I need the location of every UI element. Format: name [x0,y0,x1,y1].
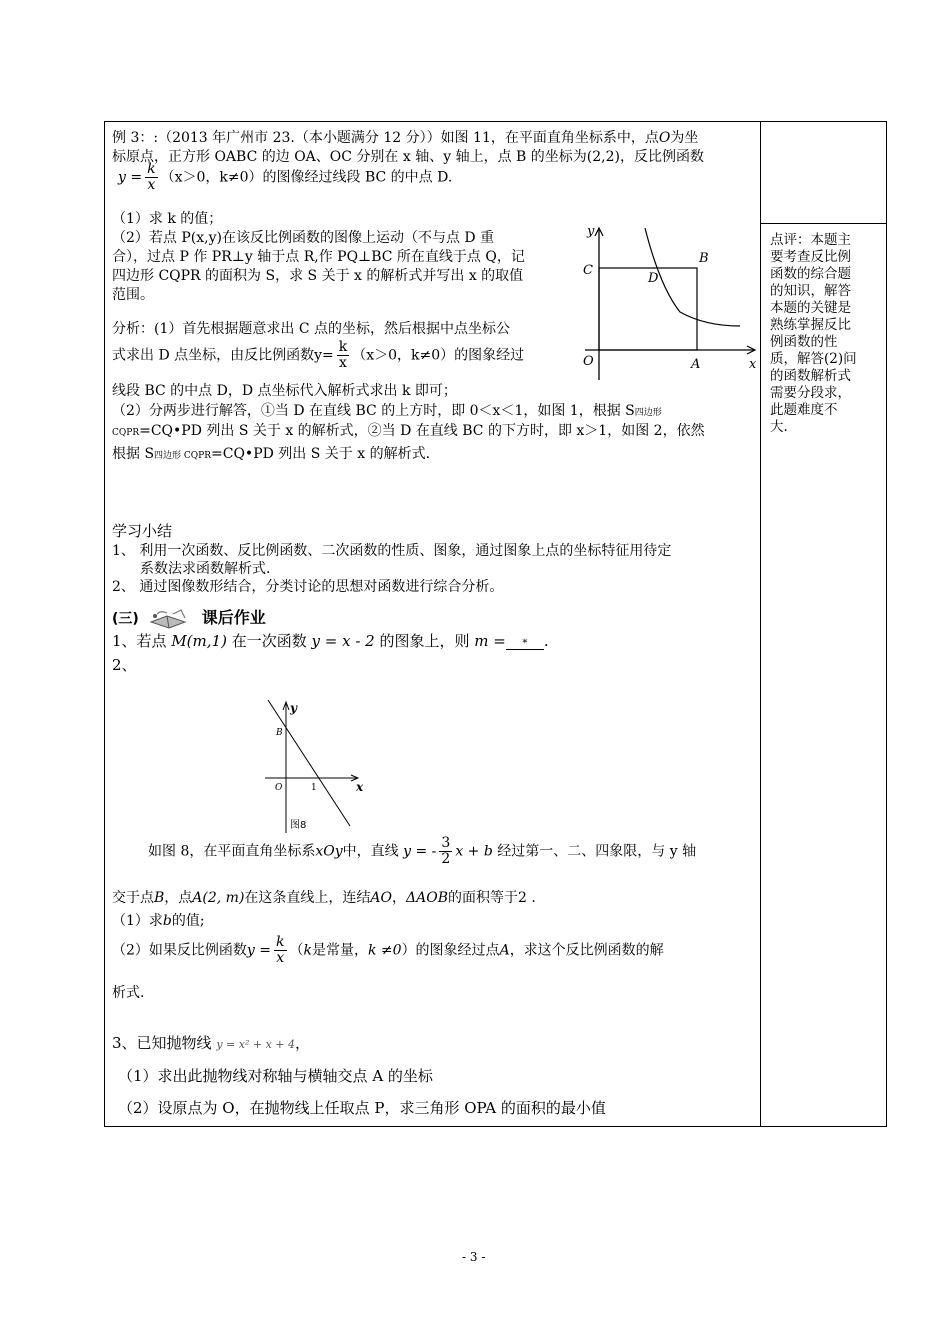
example3-q2-line2: 合），过点 P 作 PR⊥y 轴于点 R,作 PQ⊥BC 所在直线于点 Q，记 [112,249,525,265]
homework-q2-line2: 交于点B，点A(2, m)在这条直线上，连结AO，ΔAOB的面积等于2 . [112,890,536,906]
example3-q2-line3: 四边形 CQPR 的面积为 S，求 S 关于 x 的解析式并写出 x 的取值 [112,268,524,284]
answer-blank[interactable]: * [506,638,544,650]
comment-box: 点评：本题主 要考查反比例 函数的综合题 的知识，解答 本题的关键是 熟练掌握反比 例函数的性 质，解答(2)问 的函数解析式 需要分段求， 此题难度不 大. [770,232,857,435]
fig8-label-y: y [290,701,297,715]
homework-q2-line1: 如图 8，在平面直角坐标系xOy中，直线 y = - $\frac{3}{2}$ x + b 经过第一、二、四象限，与 y 轴 [148,835,697,867]
fig8-label-x: x [356,780,364,794]
homework-q2-sub2: （2）如果反比例函数y = $\frac{k}{x}$ （k是常量，k ≠0）的图象经过点A，求这个反比例函数的解 [112,934,664,966]
fig1-label-o: O [583,354,594,369]
column-divider [760,121,761,1126]
example3-line1: 例 3：:（2013 年广州市 23.（本小题满分 12 分））如图 11，在平面直角坐标系中，点O为坐 [112,130,699,146]
summary-item1-line1: 1、 利用一次函数、反比例函数、二次函数的性质、图象，通过图象上点的坐标特征用待定 [112,543,672,559]
fig1-label-c: C [583,263,593,278]
fig8-label-b: B [276,728,283,738]
fig1-label-y: y [587,224,595,239]
right-cell-divider [760,223,886,224]
example3-q2-line4: 范围。 [112,287,154,303]
fraction-k-over-x-q2: $\frac{k}{x}$ [276,934,285,966]
analysis-line2: 式求出 D 点坐标，由反比例函数y= $\frac{k}{x}$ （x＞0，k≠0）的图象经过 [112,339,525,371]
homework-q2-sub2-line2: 析式. [112,985,145,1001]
example3-figure [575,222,760,382]
homework-header: (三) 课后作业 [112,605,266,630]
fig8-caption: 图8 [290,820,307,831]
fig8-label-1: 1 [311,783,317,793]
homework-q2-number: 2、 [112,656,137,674]
fig1-label-x: x [749,357,757,372]
summary-item2: 2、 通过图像数形结合，分类讨论的思想对函数进行综合分析。 [112,579,504,595]
summary-item1-line2: 系数法求函数解析式. [140,561,271,577]
homework-q2-sub1: （1）求b的值; [112,913,205,929]
book-icon [147,608,193,630]
fig8-label-o: O [275,783,283,793]
homework-q3: 3、已知抛物线 y = x² + x + 4， [112,1034,311,1052]
analysis-line5: CQPR=CQ•PD 列出 S 关于 x 的解析式，②当 D 在直线 BC 的下方时，即 x＞1，如图 2，依然 [112,423,705,439]
fig1-label-b: B [699,251,709,266]
summary-title: 学习小结 [112,522,173,540]
example3-formula: y = $\frac{k}{x}$ （x＞0，k≠0）的图像经过线段 BC 的中点 D. [118,161,453,193]
figure8 [262,698,377,838]
homework-q3-sub1: （1）求出此抛物线对称轴与横轴交点 A 的坐标 [118,1067,433,1085]
analysis-line3: 线段 BC 的中点 D，D 点坐标代入解析式求出 k 即可； [112,383,457,399]
fig1-label-a: A [691,357,701,372]
analysis-line6: 根据 S四边形 CQPR=CQ•PD 列出 S 关于 x 的解析式. [112,446,431,462]
homework-q3-sub2: （2）设原点为 O，在抛物线上任取点 P，求三角形 OPA 的面积的最小值 [118,1099,606,1117]
page-number: - 3 - [462,1250,486,1264]
fraction-k-over-x: $\frac{k}{x}$ [147,161,156,193]
homework-q1: 1、若点 M(m,1) 在一次函数 y = x - 2 的图象上，则 m = * . [112,632,549,650]
analysis-line4: （2）分两步进行解答，①当 D 在直线 BC 的上方时，即 0＜x＜1，如图 1，根据 S四边形 [112,403,662,419]
fraction-3-over-2: $\frac{3}{2}$ [441,835,451,867]
analysis-line1: 分析：(1）首先根据题意求出 C 点的坐标，然后根据中点坐标公 [112,321,510,337]
fig1-label-d: D [648,271,659,286]
example3-line2: 标原点，正方形 OABC 的边 OA、OC 分别在 x 轴、y 轴上，点 B 的坐标为(2,2)，反比例函数 [112,149,704,165]
fraction-k-over-x-analysis: $\frac{k}{x}$ [338,339,348,371]
example3-q2-line1: （2）若点 P(x,y)在该反比例函数的图像上运动（不与点 D 重 [112,230,495,246]
example3-q1: （1）求 k 的值； [112,211,223,227]
